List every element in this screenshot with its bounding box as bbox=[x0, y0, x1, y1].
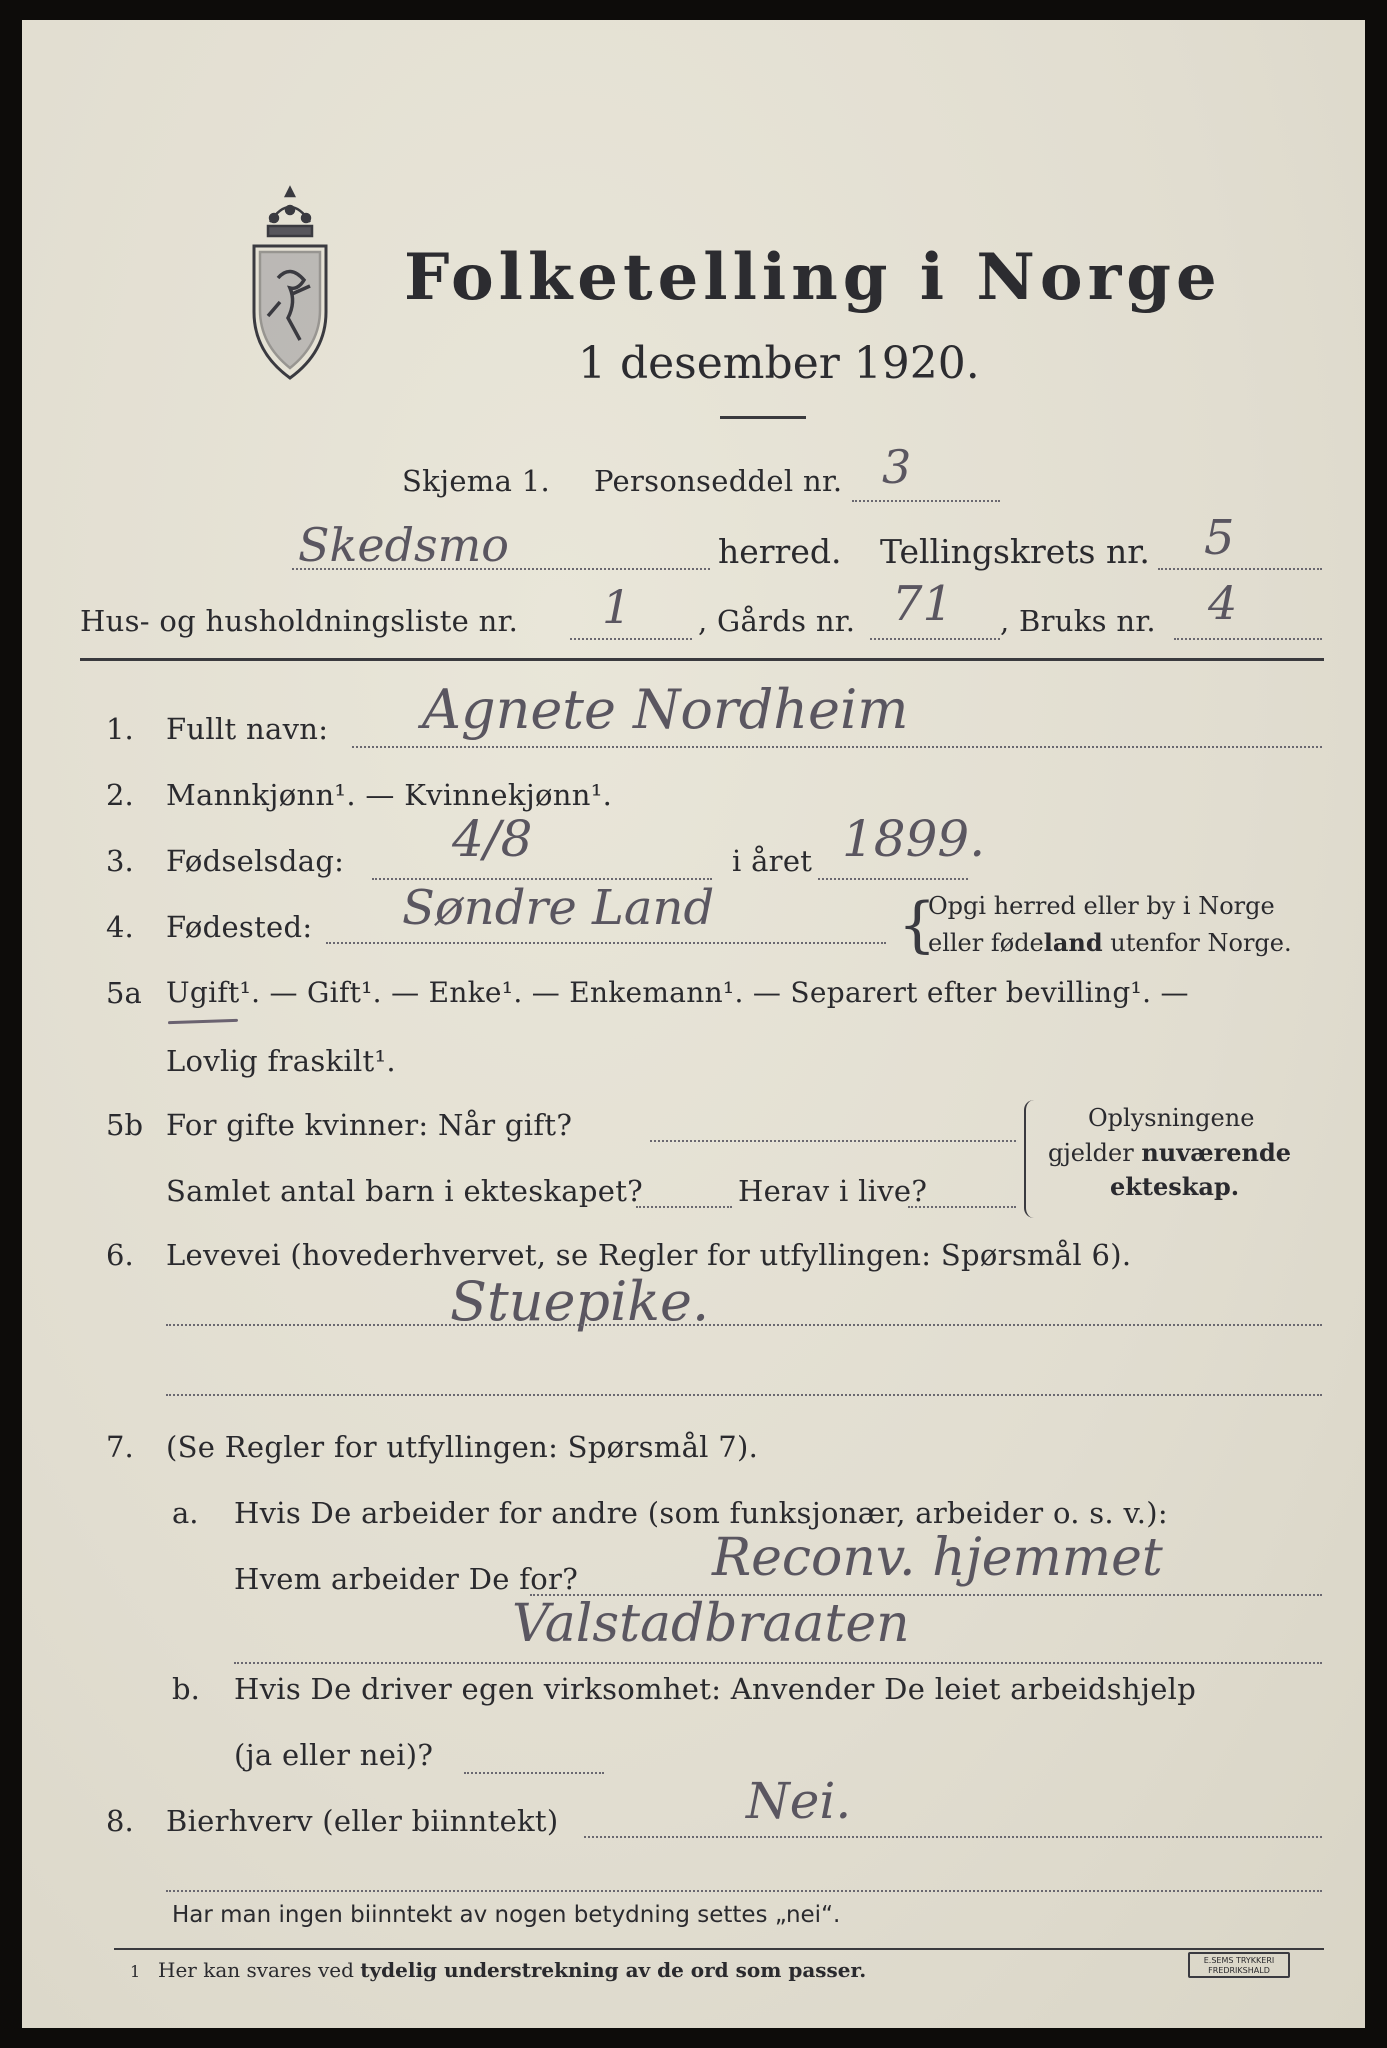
herred-value: Skedsmo bbox=[298, 518, 509, 572]
footnote-number: 1 bbox=[130, 1962, 141, 1981]
q7b-line2: (ja eller nei)? bbox=[234, 1738, 434, 1772]
q4-number: 4. bbox=[106, 910, 134, 944]
q5b-note-line2 bbox=[1048, 1138, 1291, 1167]
q5b-note-part-b: nuværende bbox=[1141, 1138, 1292, 1167]
q7b-answer-line bbox=[464, 1772, 604, 1774]
gards-line bbox=[870, 638, 1000, 640]
ugift-underline bbox=[168, 1019, 238, 1024]
q7a-number: a. bbox=[172, 1496, 199, 1530]
norwegian-coat-of-arms-icon bbox=[240, 182, 340, 392]
q8-line2 bbox=[166, 1890, 1322, 1892]
q7a-employer-value2: Valstadbraaten bbox=[512, 1594, 910, 1654]
q3-number: 3. bbox=[106, 844, 134, 878]
husholdningsliste-label: Hus- og husholdningsliste nr. bbox=[80, 604, 519, 638]
q5b-line2-b: Herav i live? bbox=[738, 1174, 928, 1208]
q5b-note-line3: ekteskap. bbox=[1110, 1172, 1240, 1201]
tellingskrets-value: 5 bbox=[1204, 510, 1235, 566]
q2-label: Mannkjønn¹. — Kvinnekjønn¹. bbox=[166, 778, 613, 812]
q2-number: 2. bbox=[106, 778, 134, 812]
q5b-alive-line bbox=[908, 1206, 1016, 1208]
q5a-line2: Lovlig fraskilt¹. bbox=[166, 1044, 396, 1078]
tellingskrets-label: Tellingskrets nr. bbox=[880, 532, 1150, 571]
q1-value: Agnete Nordheim bbox=[422, 678, 909, 741]
skjema-label: Skjema 1. bbox=[402, 464, 550, 498]
q7a-line1: Hvis De arbeider for andre (som funksjonær, arbeider o. s. v.): bbox=[234, 1496, 1168, 1530]
q1-label: Fullt navn: bbox=[166, 712, 329, 746]
q4-label: Fødested: bbox=[166, 910, 313, 944]
q1-line bbox=[352, 746, 1322, 748]
q4-line bbox=[326, 942, 886, 944]
q5b-bracket bbox=[1024, 1100, 1038, 1218]
census-date: 1 desember 1920. bbox=[578, 338, 980, 389]
q5b-number: 5b bbox=[106, 1108, 144, 1142]
herred-line bbox=[292, 568, 710, 570]
q6-value: Stuepike. bbox=[450, 1270, 710, 1333]
bruks-value: 4 bbox=[1208, 576, 1238, 630]
q6-label: Levevei (hovederhvervet, se Regler for utfyllingen: Spørsmål 6). bbox=[166, 1238, 1132, 1272]
gards-label: , Gårds nr. bbox=[698, 604, 856, 638]
tellingskrets-line bbox=[1158, 568, 1322, 570]
q4-note-part-b: land bbox=[1043, 928, 1103, 957]
q7b-number: b. bbox=[172, 1672, 200, 1706]
q5b-note-line1: Oplysningene bbox=[1088, 1104, 1255, 1132]
q5b-children-line bbox=[636, 1206, 732, 1208]
q6-line2 bbox=[166, 1394, 1322, 1396]
q4-note-part-c: utenfor Norge. bbox=[1102, 929, 1292, 957]
q5b-note-part-a: gjelder bbox=[1048, 1139, 1142, 1167]
q6-number: 6. bbox=[106, 1238, 134, 1272]
q8-label: Bierhverv (eller biinntekt) bbox=[166, 1804, 559, 1838]
q4-note-line1: Opgi herred eller by i Norge bbox=[928, 892, 1275, 920]
q3-year-line bbox=[818, 878, 968, 880]
q3-label: Fødselsdag: bbox=[166, 844, 345, 878]
footer-note: Har man ingen biinntekt av nogen betydning settes „nei“. bbox=[172, 1902, 841, 1928]
q4-value: Søndre Land bbox=[402, 880, 715, 936]
printer-stamp bbox=[1188, 1952, 1290, 1978]
bruks-label: , Bruks nr. bbox=[1000, 604, 1156, 638]
printer-stamp-line2: FREDRIKSHALD bbox=[1208, 1966, 1270, 1975]
footnote-part-a: Her kan svares ved bbox=[158, 1958, 361, 1982]
q5b-line2-a: Samlet antal barn i ekteskapet? bbox=[166, 1174, 643, 1208]
personseddel-line bbox=[852, 500, 1000, 502]
header-divider bbox=[80, 658, 1324, 661]
q8-number: 8. bbox=[106, 1804, 134, 1838]
q7-number: 7. bbox=[106, 1430, 134, 1464]
husholdningsliste-value: 1 bbox=[602, 580, 632, 634]
q4-note-part-a: eller føde bbox=[928, 929, 1044, 957]
bruks-line bbox=[1174, 638, 1322, 640]
q7a-line2: Hvem arbeider De for? bbox=[234, 1562, 579, 1596]
q5a-line1: Ugift¹. — Gift¹. — Enke¹. — Enkemann¹. — Separert efter bevilling¹. — bbox=[166, 976, 1189, 1009]
q6-line1 bbox=[166, 1324, 1322, 1326]
q5b-when-married-line bbox=[650, 1140, 1016, 1142]
q7-label: (Se Regler for utfyllingen: Spørsmål 7). bbox=[166, 1430, 759, 1464]
q7a-employer-value1: Reconv. hjemmet bbox=[712, 1528, 1163, 1588]
q1-number: 1. bbox=[106, 712, 134, 746]
q5b-line1: For gifte kvinner: Når gift? bbox=[166, 1108, 573, 1142]
q4-note-line2 bbox=[928, 928, 1292, 957]
q7a-employer-line2 bbox=[234, 1662, 1322, 1664]
q8-value: Nei. bbox=[746, 1772, 852, 1830]
census-form-page bbox=[22, 20, 1365, 2028]
husholdningsliste-line bbox=[570, 638, 692, 640]
q3-year-label: i året bbox=[732, 844, 813, 878]
footnote-part-b: tydelig understrekning av de ord som passer. bbox=[360, 1958, 867, 1982]
q3-year-value: 1899. bbox=[842, 810, 986, 868]
footnote-text bbox=[158, 1958, 866, 1982]
q8-line bbox=[584, 1836, 1322, 1838]
gards-value: 71 bbox=[892, 576, 954, 632]
personseddel-value: 3 bbox=[882, 440, 912, 494]
printer-stamp-line1: E.SEMS TRYKKERI bbox=[1203, 1956, 1275, 1965]
q3-value: 4/8 bbox=[452, 810, 533, 868]
q5a-number: 5a bbox=[106, 976, 142, 1010]
q7b-line1: Hvis De driver egen virksomhet: Anvender De leiet arbeidshjelp bbox=[234, 1672, 1197, 1706]
personseddel-label: Personseddel nr. bbox=[594, 464, 843, 498]
footer-divider bbox=[114, 1948, 1324, 1950]
title-divider bbox=[720, 416, 806, 419]
form-title: Folketelling i Norge bbox=[404, 240, 1222, 315]
q4-brace: { bbox=[898, 890, 937, 960]
herred-label: herred. bbox=[718, 532, 842, 571]
